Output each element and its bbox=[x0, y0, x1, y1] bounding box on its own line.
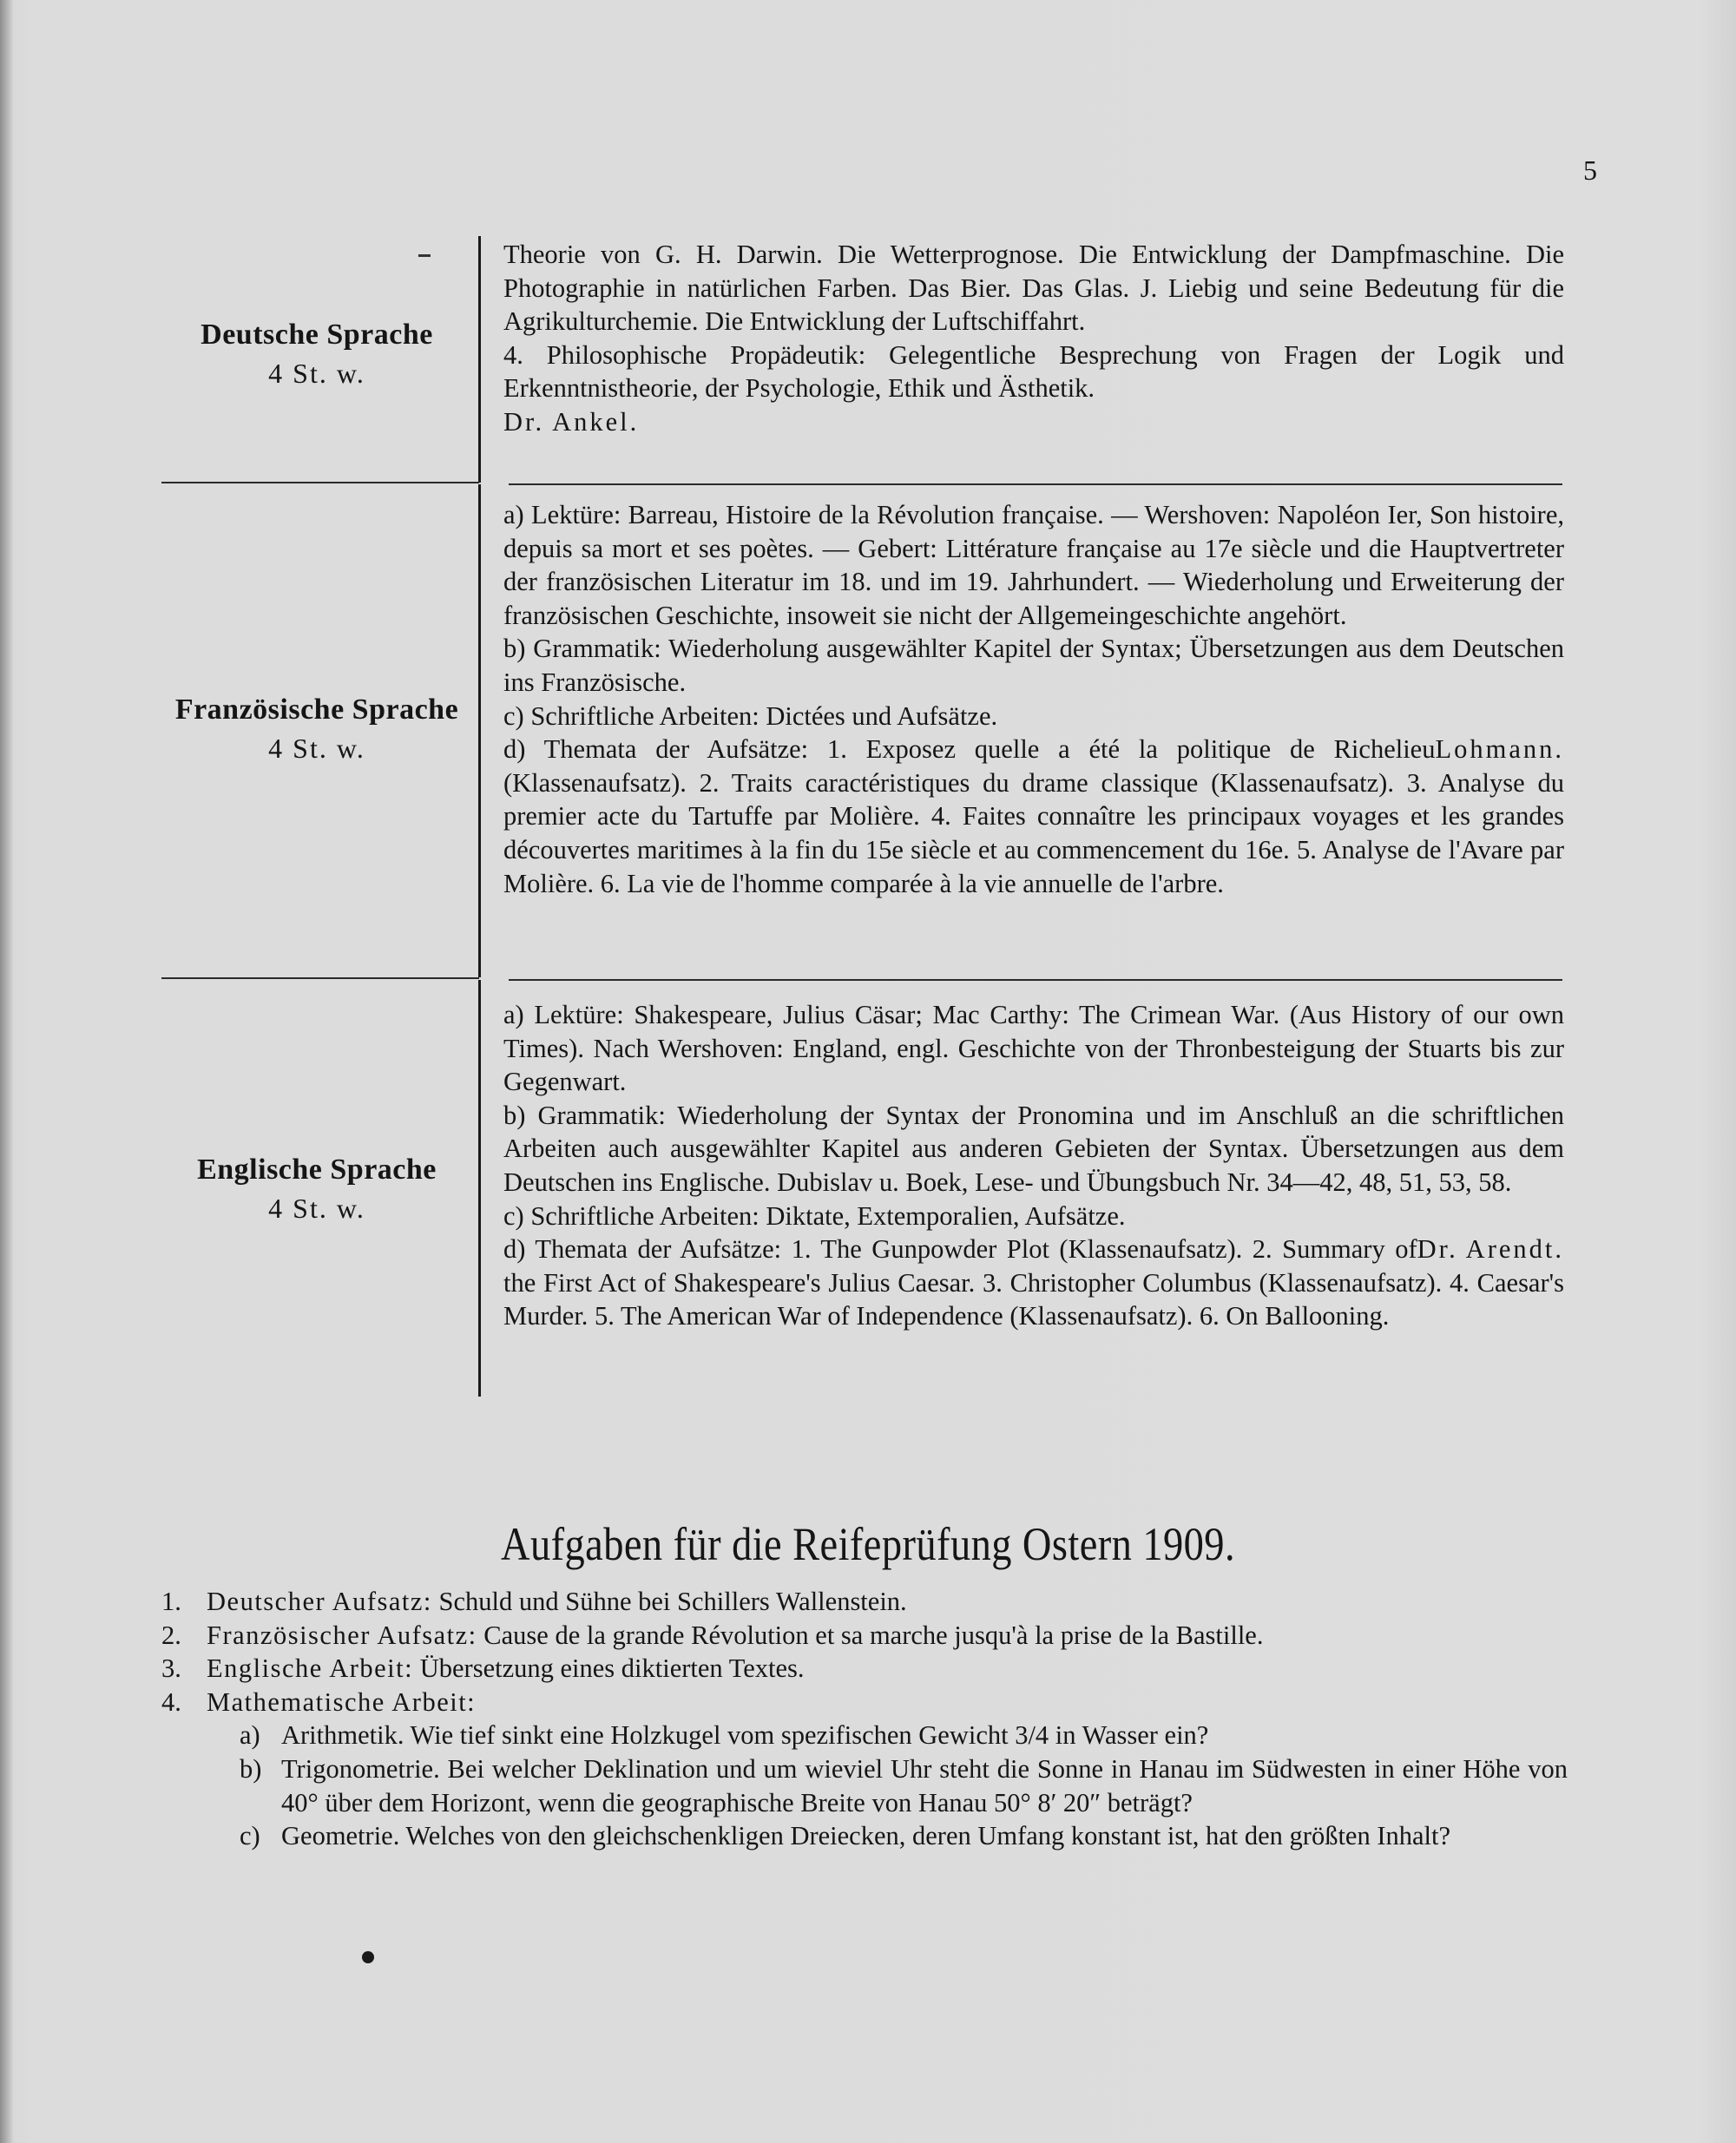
subject-deutsch bbox=[156, 316, 477, 392]
paragraph bbox=[503, 1233, 1564, 1333]
row-divider-left bbox=[161, 482, 479, 483]
row-divider-right bbox=[509, 483, 1562, 485]
task-label: Französischer Aufsatz: bbox=[207, 1620, 477, 1650]
subject-title: Englische Sprache bbox=[197, 1154, 437, 1186]
paragraph: b) Grammatik: Wiederholung der Syntax der Pronomina und im Anschluß an die schriftlichen Arbeiten auch ausgewählter Kapitel aus anderen Gebieten der Syntax. Übersetzungen aus dem Deutschen ins Englische. Dubislav u. Boek, Lese- und Übungsbuch Nr. 34—42, 48, 51, 53, 58. bbox=[503, 1100, 1564, 1197]
column-divider bbox=[478, 980, 481, 1397]
paragraph: b) Grammatik: Wiederholung ausgewählter Kapitel der Syntax; Übersetzungen aus dem Deutschen ins Französische. bbox=[503, 634, 1564, 697]
task-label: Deutscher Aufsatz: bbox=[207, 1587, 432, 1616]
subject-title: Französische Sprache bbox=[174, 694, 459, 726]
column-divider bbox=[478, 484, 481, 977]
teacher-signature: Dr. Arendt. bbox=[1417, 1234, 1564, 1265]
subtask-text: Trigonometrie. Bei welcher Deklination und um wieviel Uhr steht die Sonne in Hanau im Südwesten in einer Höhe von 40° über dem Horizont, wenn die geographische Breite von Hanau 50° 8′ 20″ beträgt? bbox=[281, 1753, 1568, 1818]
task-text: Übersetzung eines diktierten Textes. bbox=[419, 1653, 805, 1684]
margin-dash bbox=[418, 254, 431, 257]
teacher-signature: Lohmann. bbox=[1435, 734, 1564, 765]
paragraph: c) Schriftliche Arbeiten: Diktate, Extemporalien, Aufsätze. bbox=[503, 1200, 1126, 1231]
ink-dot bbox=[362, 1951, 374, 1963]
subject-title: Deutsche Sprache bbox=[201, 319, 433, 351]
task-text: Schuld und Sühne bei Schillers Wallenstein. bbox=[438, 1587, 907, 1616]
task-number: 4. bbox=[161, 1686, 181, 1717]
paragraph bbox=[503, 733, 1564, 900]
section-deutsch-content bbox=[503, 238, 1564, 439]
subject-hours: 4 St. w. bbox=[268, 358, 365, 389]
task-number: 1. bbox=[161, 1587, 181, 1616]
subtask-text: Arithmetik. Wie tief sinkt eine Holzkugel vom spezifischen Gewicht 3/4 in Wasser ein? bbox=[281, 1720, 1209, 1751]
task-number: 2. bbox=[161, 1620, 181, 1650]
row-divider-left bbox=[161, 977, 479, 979]
task-number: 3. bbox=[161, 1653, 181, 1684]
subject-franzoesisch bbox=[156, 691, 477, 767]
task-text: Cause de la grande Révolution et sa marche jusqu'à la prise de la Bastille. bbox=[483, 1620, 1264, 1650]
section-englisch-content bbox=[503, 998, 1564, 1333]
subtask-text: Geometrie. Welches von den gleichschenkligen Dreiecken, deren Umfang konstant ist, hat den größten Inhalt? bbox=[281, 1821, 1451, 1851]
exam-heading: Aufgaben für die Reifeprüfung Ostern 1909. bbox=[501, 1518, 1235, 1570]
teacher-signature: Dr. Ankel. bbox=[503, 406, 640, 437]
subtask-letter: a) bbox=[240, 1720, 260, 1751]
subject-hours: 4 St. w. bbox=[268, 1193, 365, 1224]
page-number: 5 bbox=[1583, 154, 1597, 186]
exam-task-list bbox=[161, 1585, 1568, 1853]
paragraph-text: d) Themata der Aufsätze: 1. The Gunpowder Plot (Klassenaufsatz). 2. Summary of the First Act of Shakespeare's Julius Caesar. 3. Christopher Columbus (Klassenaufsatz). 4. Caesar's Murder. 5. The American War of Independence (Klassenaufsatz). 6. On Ballooning. bbox=[503, 1234, 1564, 1331]
subtask-letter: b) bbox=[240, 1753, 262, 1784]
math-subtask bbox=[161, 1819, 1568, 1853]
subject-englisch bbox=[156, 1151, 477, 1227]
section-franzoesisch-content bbox=[503, 498, 1564, 900]
task-label: Englische Arbeit: bbox=[207, 1653, 414, 1684]
subject-hours: 4 St. w. bbox=[268, 733, 365, 764]
task-label: Mathematische Arbeit: bbox=[207, 1686, 477, 1717]
paragraph: Theorie von G. H. Darwin. Die Wetterprognose. Die Entwicklung der Dampfmaschine. Die Photographie in natürlichen Farben. Das Bier. Das Glas. J. Liebig und seine Bedeutung für die Agrikulturchemie. Die Entwicklung der Luftschiffahrt. bbox=[503, 240, 1564, 337]
paragraph: a) Lektüre: Barreau, Histoire de la Révolution française. — Wershoven: Napoléon Ier, Son histoire, depuis sa mort et ses poètes. — Gebert: Littérature française au 17e siècle und die Hauptvertreter der französischen Literatur im 18. und im 19. Jahrhundert. — Wiederholung und Erweiterung der französischen Geschichte, insoweit sie nicht der Allgemeingeschichte angehört. bbox=[503, 500, 1564, 630]
row-divider-right bbox=[509, 979, 1562, 981]
list-item bbox=[161, 1619, 1568, 1653]
paragraph: c) Schriftliche Arbeiten: Dictées und Aufsätze. bbox=[503, 700, 998, 731]
paragraph: 4. Philosophische Propädeutik: Gelegentliche Besprechung von Fragen der Logik und Erkenntnistheorie, der Psychologie, Ethik und Ästhetik. bbox=[503, 339, 1564, 404]
list-item bbox=[161, 1652, 1568, 1686]
paragraph: a) Lektüre: Shakespeare, Julius Cäsar; Mac Carthy: The Crimean War. (Aus History of our own Times). Nach Wershoven: England, engl. Geschichte von der Thronbesteigung der Stuarts bis zur Gegenwart. bbox=[503, 1000, 1564, 1097]
math-subtask bbox=[161, 1752, 1568, 1819]
subtask-letter: c) bbox=[240, 1821, 260, 1851]
column-divider bbox=[478, 236, 481, 483]
list-item bbox=[161, 1686, 1568, 1719]
list-item bbox=[161, 1585, 1568, 1619]
paragraph-text: d) Themata der Aufsätze: 1. Exposez quelle a été la politique de Richelieu (Klassenaufsatz). 2. Traits caractéristiques du drame classique (Klassenaufsatz). 3. Analyse du premier acte du Tartuffe par Molière. 4. Faites connaître les principaux voyages et les grandes découvertes maritimes à la fin du 15e siècle et au commencement du 16e. 5. Analyse de l'Avare par Molière. 6. La vie de l'homme comparée à la vie annuelle de l'arbre. bbox=[503, 734, 1564, 898]
math-subtask bbox=[161, 1719, 1568, 1752]
